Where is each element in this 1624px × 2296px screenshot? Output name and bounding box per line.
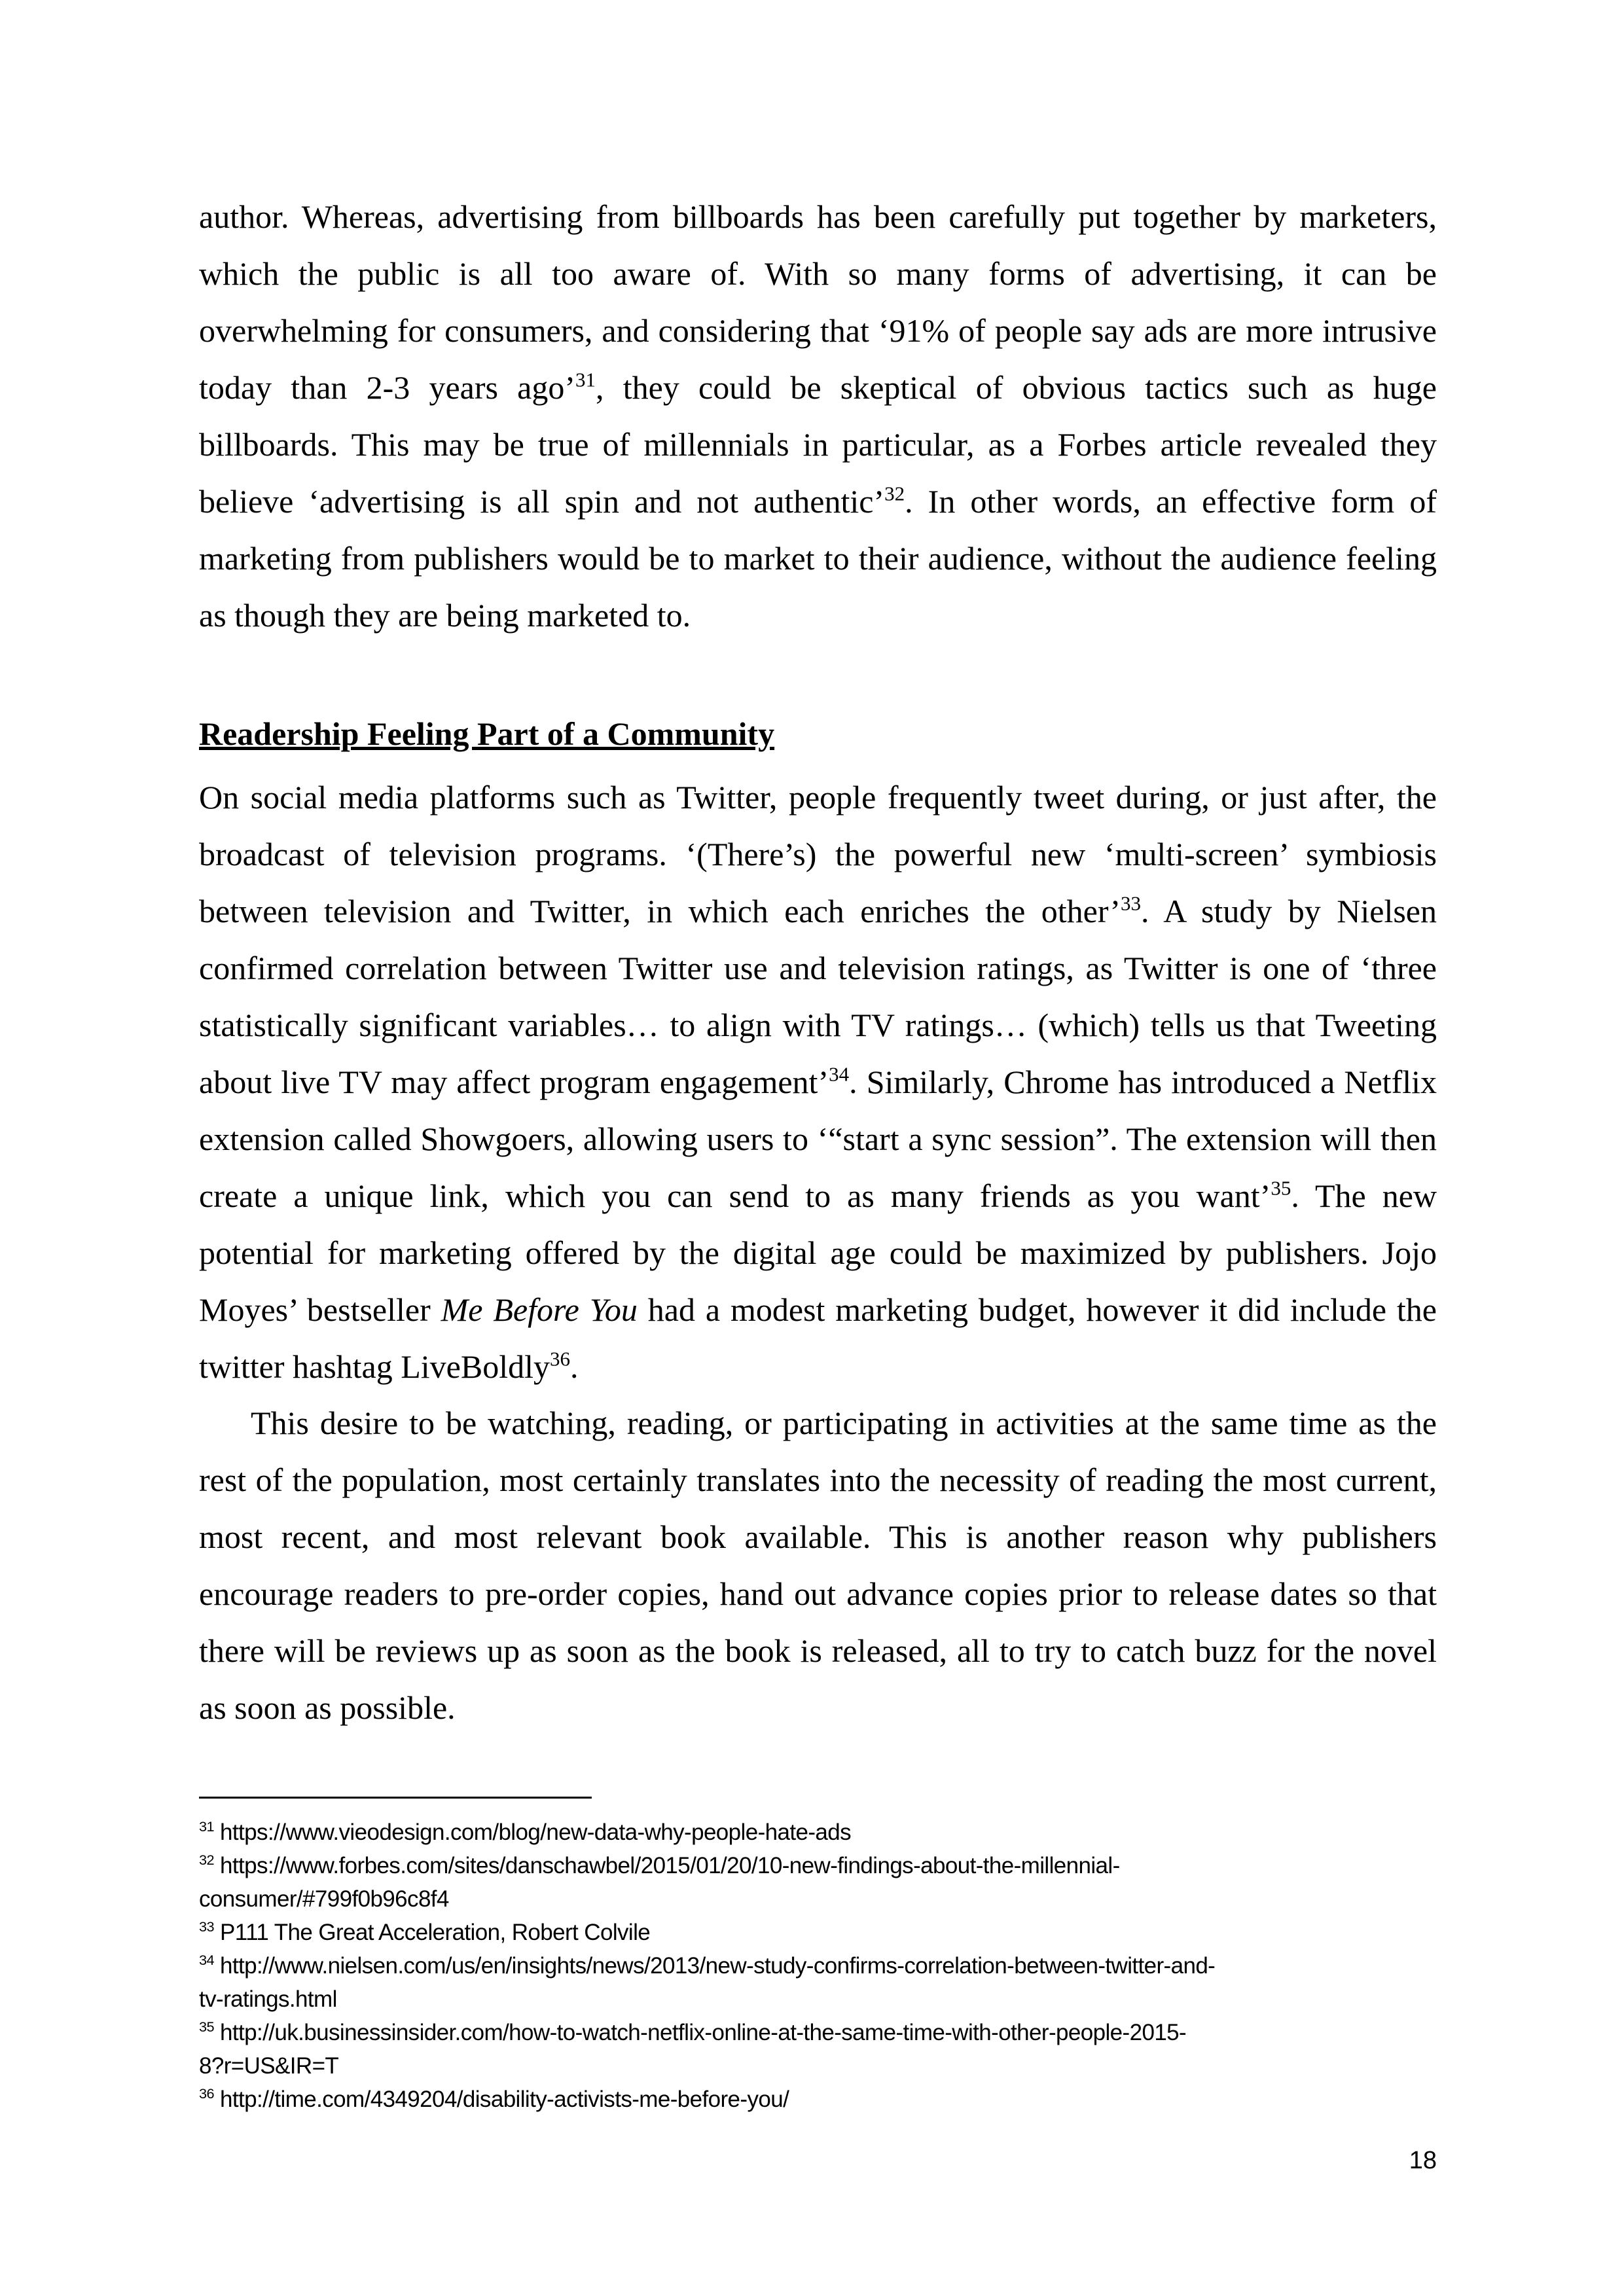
paragraph-2-line bbox=[199, 1338, 1437, 1395]
footnote-text: had a modest marketing budget, however it did include the bbox=[637, 1291, 1437, 1328]
footnote-text: . A study by Nielsen bbox=[1141, 893, 1437, 929]
paragraph-2-line bbox=[199, 1225, 1437, 1282]
paragraph-2-line bbox=[199, 1054, 1437, 1111]
paragraph-1-line bbox=[199, 302, 1437, 359]
footnote-reference: 35 bbox=[199, 2018, 214, 2035]
footnote-text: about live TV may affect program engagement’ bbox=[199, 1064, 829, 1100]
footnote-text: confirmed correlation between Twitter use and television ratings, as Twitter is one of ‘three bbox=[199, 950, 1437, 986]
footnote-text: today than 2-3 years ago’ bbox=[199, 369, 576, 406]
paragraph-3-line bbox=[199, 1452, 1437, 1509]
footnote-text: there will be reviews up as soon as the book is released, all to try to catch buzz for the novel bbox=[199, 1632, 1437, 1669]
footnote-text: This desire to be watching, reading, or participating in activities at the same time as the bbox=[251, 1405, 1437, 1441]
footnote-text: statistically significant variables… to align with TV ratings… (which) tells us that Tweeting bbox=[199, 1007, 1437, 1043]
footnote-line bbox=[199, 1882, 1443, 1916]
footnote-reference: 36 bbox=[550, 1347, 571, 1371]
footnote-line bbox=[199, 1849, 1443, 1882]
paragraph-3-line bbox=[199, 1509, 1437, 1566]
paragraph-2-line bbox=[199, 1168, 1437, 1225]
footnote-reference: 31 bbox=[575, 368, 596, 391]
footnote-text: author. Whereas, advertising from billboards has been carefully put together by marketers, bbox=[199, 198, 1437, 235]
footnote-text: . Similarly, Chrome has introduced a Netflix bbox=[849, 1064, 1437, 1100]
footnote-reference: 32 bbox=[884, 482, 905, 505]
footnote-text: marketing from publishers would be to market to their audience, without the audience feeling bbox=[199, 540, 1437, 577]
footnote-text: most recent, and most relevant book available. This is another reason why publishers bbox=[199, 1518, 1437, 1555]
footnote-line bbox=[199, 2049, 1443, 2083]
paragraph-2-line bbox=[199, 1111, 1437, 1168]
footnote-line bbox=[199, 1982, 1443, 2016]
footnote-text: between television and Twitter, in which each enriches the other’ bbox=[199, 893, 1121, 929]
paragraph-2-line bbox=[199, 883, 1437, 940]
paragraph-2-line bbox=[199, 769, 1437, 826]
footnote-reference: 32 bbox=[199, 1851, 214, 1868]
page-number: 18 bbox=[1409, 2147, 1437, 2174]
footnote-text: . In other words, an effective form of bbox=[905, 483, 1437, 520]
paragraph-1-line bbox=[199, 359, 1437, 416]
footnote-separator bbox=[199, 1797, 592, 1799]
paragraph-3-line bbox=[199, 1679, 1437, 1736]
footnote-reference: 33 bbox=[199, 1918, 214, 1935]
footnote-text: On social media platforms such as Twitter, people frequently tweet during, or just after, the bbox=[199, 779, 1437, 816]
footnote-line bbox=[199, 2083, 1443, 2116]
footnote-text: Moyes’ bestseller bbox=[199, 1291, 441, 1328]
footnote-text: billboards. This may be true of millennials in particular, as a Forbes article revealed they bbox=[199, 426, 1437, 463]
footnote-text: . The new bbox=[1291, 1177, 1437, 1214]
paragraph-1-line bbox=[199, 473, 1437, 530]
footnote-line bbox=[199, 2016, 1443, 2049]
footnote-line bbox=[199, 1916, 1443, 1949]
footnote-text: as though they are being marketed to. bbox=[199, 597, 691, 634]
footnote-reference: 36 bbox=[199, 2085, 214, 2102]
footnote-text: http://www.nielsen.com/us/en/insights/news/2013/new-study-confirms-correlation-between-twitter-and- bbox=[213, 1953, 1216, 1979]
italic-title: Me Before You bbox=[441, 1291, 638, 1328]
footnote-text: https://www.vieodesign.com/blog/new-data-why-people-hate-ads bbox=[213, 1820, 852, 1845]
footnote-text: P111 The Great Acceleration, Robert Colvile bbox=[213, 1920, 651, 1945]
footnote-reference: 34 bbox=[199, 1951, 214, 1968]
paragraph-3-line bbox=[199, 1623, 1437, 1679]
footnote-text: which the public is all too aware of. With so many forms of advertising, it can be bbox=[199, 255, 1437, 292]
paragraph-1-line bbox=[199, 188, 1437, 245]
footnote-reference: 35 bbox=[1271, 1176, 1291, 1200]
paragraph-3-line bbox=[251, 1395, 1437, 1452]
section-heading: Readership Feeling Part of a Community bbox=[199, 715, 775, 752]
paragraph-1-line bbox=[199, 587, 1437, 644]
footnote-text: 8?r=US&IR=T bbox=[199, 2053, 339, 2079]
footnote-text: as soon as possible. bbox=[199, 1689, 456, 1726]
footnote-line bbox=[199, 1949, 1443, 1982]
paragraph-1-line bbox=[199, 416, 1437, 473]
footnote-text: https://www.forbes.com/sites/danschawbel/2015/01/20/10-new-findings-about-the-millennial- bbox=[213, 1853, 1120, 1878]
footnote-text: rest of the population, most certainly translates into the necessity of reading the most current, bbox=[199, 1462, 1437, 1498]
footnote-text: http://uk.businessinsider.com/how-to-watch-netflix-online-at-the-same-time-with-other-people-2015- bbox=[213, 2020, 1187, 2045]
paragraph-2-line bbox=[199, 826, 1437, 883]
footnote-reference: 34 bbox=[829, 1062, 850, 1086]
footnote-text: consumer/#799f0b96c8f4 bbox=[199, 1886, 449, 1912]
footnote-reference: 31 bbox=[199, 1818, 214, 1835]
footnote-reference: 33 bbox=[1121, 891, 1142, 915]
footnote-text: create a unique link, which you can send to as many friends as you want’ bbox=[199, 1177, 1271, 1214]
footnote-text: , they could be skeptical of obvious tactics such as huge bbox=[596, 369, 1437, 406]
footnote-text: tv-ratings.html bbox=[199, 1986, 337, 2012]
paragraph-3-line bbox=[199, 1566, 1437, 1623]
paragraph-1-line bbox=[199, 530, 1437, 587]
footnote-text: overwhelming for consumers, and considering that ‘91% of people say ads are more intrusive bbox=[199, 312, 1437, 349]
footnote-line bbox=[199, 1816, 1443, 1849]
footnote-text: twitter hashtag LiveBoldly bbox=[199, 1348, 550, 1385]
footnote-text: . bbox=[570, 1348, 579, 1385]
footnote-text: extension called Showgoers, allowing users to ‘“start a sync session”. The extension will then bbox=[199, 1121, 1437, 1157]
footnote-text: broadcast of television programs. ‘(There’s) the powerful new ‘multi-screen’ symbiosis bbox=[199, 836, 1437, 872]
paragraph-2-line bbox=[199, 940, 1437, 997]
footnote-text: potential for marketing offered by the digital age could be maximized by publishers. Jojo bbox=[199, 1234, 1437, 1271]
footnote-text: http://time.com/4349204/disability-activists-me-before-you/ bbox=[213, 2087, 789, 2112]
footnote-text: encourage readers to pre-order copies, hand out advance copies prior to release dates so that bbox=[199, 1575, 1437, 1612]
paragraph-2-line bbox=[199, 997, 1437, 1054]
footnote-text: believe ‘advertising is all spin and not authentic’ bbox=[199, 483, 885, 520]
paragraph-2-line bbox=[199, 1282, 1437, 1338]
paragraph-1-line bbox=[199, 245, 1437, 302]
